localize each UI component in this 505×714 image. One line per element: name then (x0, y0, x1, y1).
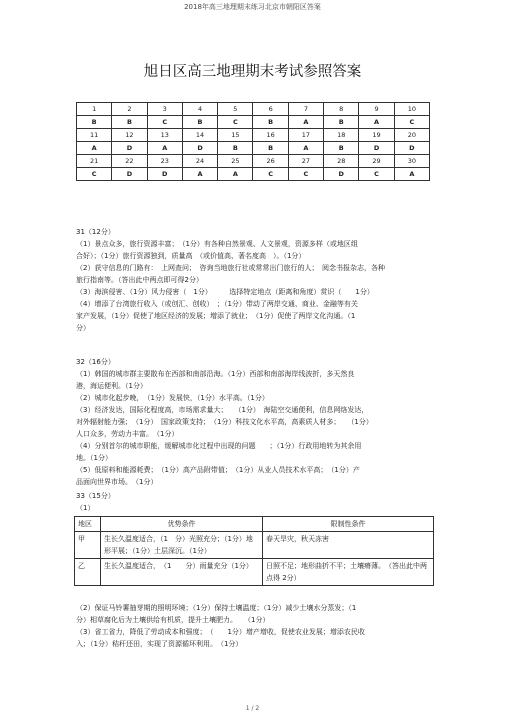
question-number: 22 (112, 155, 147, 168)
question-number: 11 (77, 129, 112, 142)
answer-line: （3）省工省力，降低了劳动成本和强度； （ 1分）增产增收，促使农业发展；增添农民收 (76, 628, 365, 636)
question-number: 17 (288, 129, 323, 142)
table-row (77, 103, 430, 116)
table-row (77, 116, 430, 129)
answer-line: 对外辐射能力强； （1分） 国家政策支持； （1分）科技文化水平高，高素质人材多； （1分） (76, 418, 373, 426)
page-title: 旭日区高三地理期末考试参照答案 (143, 64, 362, 80)
answer-line: （2）获守信息的门路有： 上网查问； 咨询当地旅行社或常常出门旅行的人； 阅念书报杂志，各种 (76, 264, 385, 272)
question-number: 21 (77, 155, 112, 168)
answer-key: C (218, 116, 253, 129)
answer-key: A (182, 168, 217, 181)
question-number: 23 (147, 155, 182, 168)
region-cell: 甲 (75, 532, 101, 559)
answer-line: 人口众多，劳动力丰富。 （1分） (76, 430, 179, 438)
question-33-answers (76, 602, 436, 650)
answer-key: D (112, 168, 147, 181)
table-row (77, 142, 430, 155)
answer-key: A (288, 142, 323, 155)
answer-line: （1）景点众多，旅行资源丰富； （1分）有各种自然景观、人文景观，资源多样（或地区组 (76, 240, 358, 248)
answer-line: 分） (76, 324, 90, 332)
answer-key: C (147, 116, 182, 129)
answer-line: （4）增添了台湾旅行收入（或创汇、创收） ；（1分）带动了两岸交通、商业、金融等有关 (76, 300, 358, 308)
section-heading: 32（16分） (76, 358, 115, 366)
answer-line: 港，海运便利。（1分） (76, 382, 147, 390)
answer-key: D (324, 168, 359, 181)
question-31 (76, 226, 436, 334)
limitation-cell: 春天旱灾，秋天冻害 (263, 532, 434, 559)
question-32 (76, 356, 436, 488)
table-row (75, 532, 434, 559)
answer-line: （5）低原料和能源耗费； （1分）高产品附带值； （1分）从业人员技术水平高； （1分）产 (76, 466, 360, 474)
table-row (77, 129, 430, 142)
answer-key: A (147, 142, 182, 155)
sub-heading: （1） (76, 504, 95, 512)
answer-line: 分）相草腐化后为土壤供给有机质，提升土壤肥力。 （1分） (76, 616, 270, 624)
answer-table (76, 102, 430, 181)
answer-line: （4）分别首尔的城市职能，缓解城市化过程中出现的问题 ；（1分）行政用地转为其余用 (76, 442, 362, 450)
answer-key: D (112, 142, 147, 155)
question-number: 15 (218, 129, 253, 142)
conditions-table (74, 516, 434, 586)
question-number: 12 (112, 129, 147, 142)
answer-key: B (253, 142, 288, 155)
answer-key: D (394, 142, 429, 155)
answer-line: 合好）；（1分）旅行资源独到，质量高 （或价值高、著名度高 ）。（1分） (76, 252, 306, 260)
question-number: 16 (253, 129, 288, 142)
answer-key: B (112, 116, 147, 129)
column-header: 地区 (75, 517, 101, 532)
answer-line: 地。（1分） (76, 454, 112, 462)
answer-line: （3）经济发达，国际化程度高，市场需求量大； （1分） 海陆空交通便利，信息网络发达， (76, 406, 369, 414)
answer-key: B (182, 116, 217, 129)
answer-key: A (218, 168, 253, 181)
answer-key: C (394, 116, 429, 129)
answer-line: （1）韩国的城市群主要散布在西部和南部沿海。（1分）西部和南部海岸线波折，多天然良 (76, 370, 355, 378)
question-number: 26 (253, 155, 288, 168)
answer-key: A (77, 142, 112, 155)
question-number: 28 (324, 155, 359, 168)
answer-line: （2）保证马铃薯抽芽期的照明环境；（1分）保持土壤温度；（1分）减少土壤水分蒸发；（1 (76, 604, 357, 612)
answer-key: B (253, 116, 288, 129)
question-number: 7 (288, 103, 323, 116)
answer-key: B (77, 116, 112, 129)
region-cell: 乙 (75, 559, 101, 586)
answer-line: 旅行指南等。（答出此中两点即可得2分） (76, 276, 203, 284)
answer-key: C (288, 168, 323, 181)
question-number: 25 (218, 155, 253, 168)
answer-key: A (359, 116, 394, 129)
answer-key: C (359, 168, 394, 181)
question-33-heading (76, 490, 436, 514)
table-row (75, 559, 434, 586)
answer-line: 家产发展，（1分）促使了地区经济的发展；增添了就业； （1分）促使了两岸文化沟通。（1 (76, 312, 356, 320)
question-number: 6 (253, 103, 288, 116)
answer-key: D (147, 168, 182, 181)
page-number: 1 / 2 (245, 705, 260, 712)
answer-key: B (218, 142, 253, 155)
question-number: 20 (394, 129, 429, 142)
answer-key: D (182, 142, 217, 155)
table-header-row (75, 517, 434, 532)
answer-line: （3）海滨侵害、（1分）风力侵害（ 1分） 选择特定地点（距离和角度）赏识（ 1分） (76, 288, 374, 296)
answer-key: A (394, 168, 429, 181)
question-number: 3 (147, 103, 182, 116)
question-number: 8 (324, 103, 359, 116)
table-row (77, 168, 430, 181)
question-number: 4 (182, 103, 217, 116)
question-number: 1 (77, 103, 112, 116)
question-number: 30 (394, 155, 429, 168)
section-heading: 31（12分） (76, 228, 115, 236)
advantage-cell: 生长久温度适合，（1 分）光照充分；（1分）地形平展；（1分）土层深沉。（1分） (101, 532, 263, 559)
section-heading: 33（15分） (76, 492, 115, 500)
question-number: 27 (288, 155, 323, 168)
answer-key: A (288, 116, 323, 129)
advantage-cell: 生长久温度适合， （1 分）雨量充分（1分） (101, 559, 263, 586)
question-number: 9 (359, 103, 394, 116)
table-row (77, 155, 430, 168)
question-number: 2 (112, 103, 147, 116)
question-number: 5 (218, 103, 253, 116)
question-number: 18 (324, 129, 359, 142)
question-number: 19 (359, 129, 394, 142)
answer-line: 品面向世界市场。 （1分） (76, 478, 158, 486)
answer-key: B (324, 116, 359, 129)
answer-key: D (359, 142, 394, 155)
question-number: 14 (182, 129, 217, 142)
question-number: 29 (359, 155, 394, 168)
question-number: 24 (182, 155, 217, 168)
limitation-cell: 日照不足；地形曲折不平；土壤瘠薄。 （答出此中两点得 2分） (263, 559, 434, 586)
answer-line: 入；（1分）秸秆还田，实现了资源循环利用。 （1分） (76, 640, 243, 648)
answer-line: （2）城市化起步晚， （1分）发展快，（1分）水平高。（1分） (76, 394, 269, 402)
answer-key: B (324, 142, 359, 155)
answer-key: C (77, 168, 112, 181)
question-number: 13 (147, 129, 182, 142)
answer-key: C (253, 168, 288, 181)
column-header: 限制性条件 (263, 517, 434, 532)
question-number: 10 (394, 103, 429, 116)
column-header: 优势条件 (101, 517, 263, 532)
page-header: 2018年高三地理期末练习北京市朝阳区答案 (184, 3, 321, 11)
